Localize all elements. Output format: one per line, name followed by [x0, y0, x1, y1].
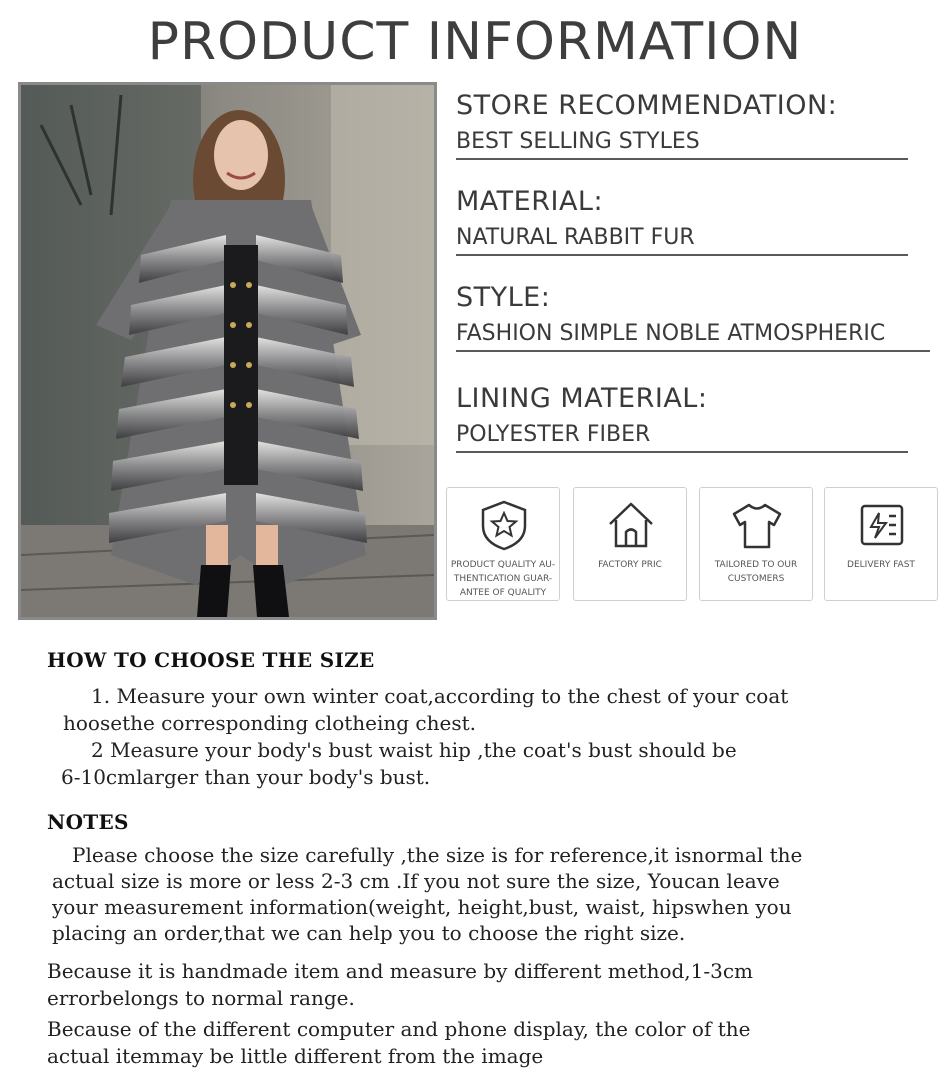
spec-label: STYLE:	[456, 282, 551, 313]
spec-label: MATERIAL:	[456, 186, 604, 217]
notes-paragraph-1: Please choose the size carefully ,the size is for reference,it isnormal the actual size is more or less 2-3 cm .If you not sure the size, Youcan leave your measurement information(weight, height,bust, waist, hipswhen you placing an order,that we can help you to choose the right size.	[52, 843, 803, 945]
house-icon	[604, 498, 658, 552]
product-photo	[18, 82, 437, 620]
page-title: PRODUCT INFORMATION	[147, 12, 803, 72]
badge-caption: PRODUCT QUALITY AU- THENTICATION GUAR- ANTEE OF QUALITY	[450, 560, 556, 598]
spec-value: BEST SELLING STYLES	[456, 129, 908, 160]
badge-factory-price	[573, 487, 687, 601]
lightning-icon	[855, 498, 909, 552]
notes-paragraph-3: Because of the different computer and phone display, the color of the actual itemmay be little different from the image	[47, 1017, 751, 1068]
badge-caption: TAILORED TO OUR CUSTOMERS	[714, 560, 798, 584]
badge-caption: DELIVERY FAST	[847, 560, 915, 570]
size-guide-text: 1. Measure your own winter coat,according to the chest of your coat hoosethe corresponding clotheing chest. 2 Measure your body's bust waist hip ,the coat's bust should be 6-10cmlarger than your body's bust.	[61, 684, 789, 789]
spec-style	[456, 282, 936, 352]
size-guide-heading: HOW TO CHOOSE THE SIZE	[47, 648, 375, 672]
spec-value: POLYESTER FIBER	[456, 422, 908, 453]
badge-tailored	[699, 487, 813, 601]
spec-label: STORE RECOMMENDATION:	[456, 90, 838, 121]
spec-lining-material	[456, 383, 936, 453]
notes-heading: NOTES	[47, 810, 129, 834]
spec-store-recommendation	[456, 90, 936, 160]
badge-caption: FACTORY PRIC	[598, 560, 662, 570]
tshirt-icon	[730, 498, 784, 552]
shield-star-icon	[477, 498, 531, 552]
notes-paragraph-2: Because it is handmade item and measure by different method,1-3cm errorbelongs to normal range.	[47, 959, 754, 1010]
spec-value: NATURAL RABBIT FUR	[456, 225, 908, 256]
spec-label: LINING MATERIAL:	[456, 383, 708, 414]
feature-badges	[446, 487, 942, 603]
model-in-fur-coat-image	[21, 85, 434, 617]
badge-quality	[446, 487, 560, 601]
spec-material	[456, 186, 936, 256]
spec-value: FASHION SIMPLE NOBLE ATMOSPHERIC	[456, 321, 930, 352]
badge-delivery	[824, 487, 938, 601]
